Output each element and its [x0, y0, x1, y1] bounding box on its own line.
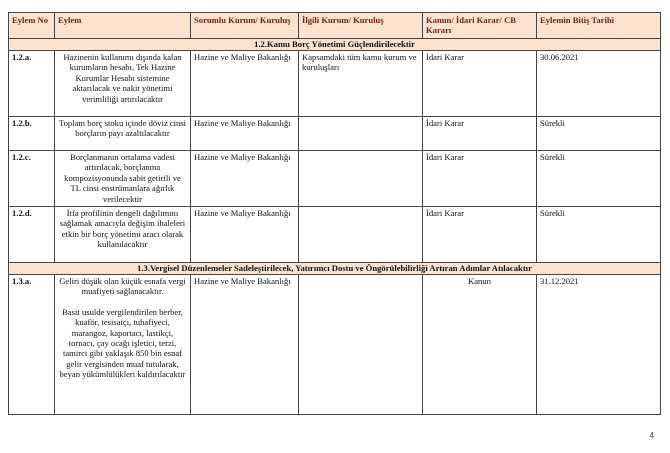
responsible-institution: Hazine ve Maliye Bakanlığı: [191, 51, 299, 117]
action-text: Toplam borç stoku içinde döviz cinsi borçların payı azaltılacaktır: [55, 117, 191, 151]
end-date: Sürekli: [537, 151, 661, 207]
responsible-institution: Hazine ve Maliye Bakanlığı: [191, 151, 299, 207]
table-row: [9, 117, 661, 151]
legal-basis: İdari Karar: [423, 151, 537, 207]
action-number: 1.2.a.: [9, 51, 55, 117]
action-number: 1.2.d.: [9, 207, 55, 263]
header-responsible: Sorumlu Kurum/ Kuruluş: [191, 13, 299, 39]
action-detail-text: Basit usulde vergilendirilen berber, kuaför, tesisatçı, tuhafiyeci, marangoz, kaportacı, lastikçi, tornacı, çay ocağı işletici, terzi, tamirci gibi yaklaşık 850 bin esnaf gelir vergisinden muaf tutularak, beyan yükümlülükleri kaldırılacaktır: [59, 306, 186, 380]
related-institution: [299, 275, 423, 415]
action-text-cell: [55, 275, 191, 415]
action-number: 1.2.b.: [9, 117, 55, 151]
related-institution: Kapsamdaki tüm kamu kurum ve kuruluşları: [299, 51, 423, 117]
responsible-institution: Hazine ve Maliye Bakanlığı: [191, 275, 299, 415]
section-title: 1.2.Kamu Borç Yönetimi Güçlendirilecektir: [9, 39, 661, 51]
header-action: Eylem: [55, 13, 191, 39]
action-text: Borçlanmanın ortalama vadesi artırılacak, borçlanma kompozisyonunda sabit getirili ve TL cinsi enstrümanlara ağırlık verilecektir: [55, 151, 191, 207]
action-text: İtfa profilinin dengeli dağılımını sağlamak amacıyla değişim ihaleleri etkin bir borç yönetimi aracı olarak kullanılacaktır: [55, 207, 191, 263]
table-row: [9, 207, 661, 263]
related-institution: [299, 151, 423, 207]
header-end-date: Eylemin Bitiş Tarihi: [537, 13, 661, 39]
end-date: 31.12.2021: [537, 275, 661, 415]
paragraph-gap: [58, 297, 187, 307]
action-number: 1.2.c.: [9, 151, 55, 207]
end-date: Sürekli: [537, 117, 661, 151]
action-number: 1.3.a.: [9, 275, 55, 415]
end-date: Sürekli: [537, 207, 661, 263]
action-text: Hazinenin kullanımı dışında kalan kurumların hesabı, Tek Hazine Kurumlar Hesabı sistemine aktarılacak ve nakit yönetimi verimliliği artırılacaktır: [55, 51, 191, 117]
section-title: 1.3.Vergisel Düzenlemeler Sadeleştirilecek, Yatırımcı Dostu ve Öngörülebilirliği Artıran Adımlar Atılacaktır: [9, 263, 661, 275]
table-row: [9, 275, 661, 415]
header-legal: Kanun/ İdari Karar/ CB Kararı: [423, 13, 537, 39]
legal-basis: İdari Karar: [423, 207, 537, 263]
related-institution: [299, 117, 423, 151]
section-row: [9, 263, 661, 275]
legal-basis: Kanun: [423, 275, 537, 415]
header-no: Eylem No: [9, 13, 55, 39]
related-institution: [299, 207, 423, 263]
responsible-institution: Hazine ve Maliye Bakanlığı: [191, 117, 299, 151]
header-related: İlgili Kurum/ Kuruluş: [299, 13, 423, 39]
document-page: [8, 12, 660, 415]
responsible-institution: Hazine ve Maliye Bakanlığı: [191, 207, 299, 263]
table-row: [9, 151, 661, 207]
table-row: [9, 51, 661, 117]
table-header-row: [9, 13, 661, 39]
action-plan-table: [8, 12, 661, 415]
legal-basis: İdari Karar: [423, 51, 537, 117]
action-text: Geliri düşük olan küçük esnafa vergi muafiyeti sağlanacaktır.: [59, 276, 186, 297]
section-row: [9, 39, 661, 51]
end-date: 30.06.2021: [537, 51, 661, 117]
legal-basis: İdari Karar: [423, 117, 537, 151]
page-number: 4: [649, 431, 654, 440]
